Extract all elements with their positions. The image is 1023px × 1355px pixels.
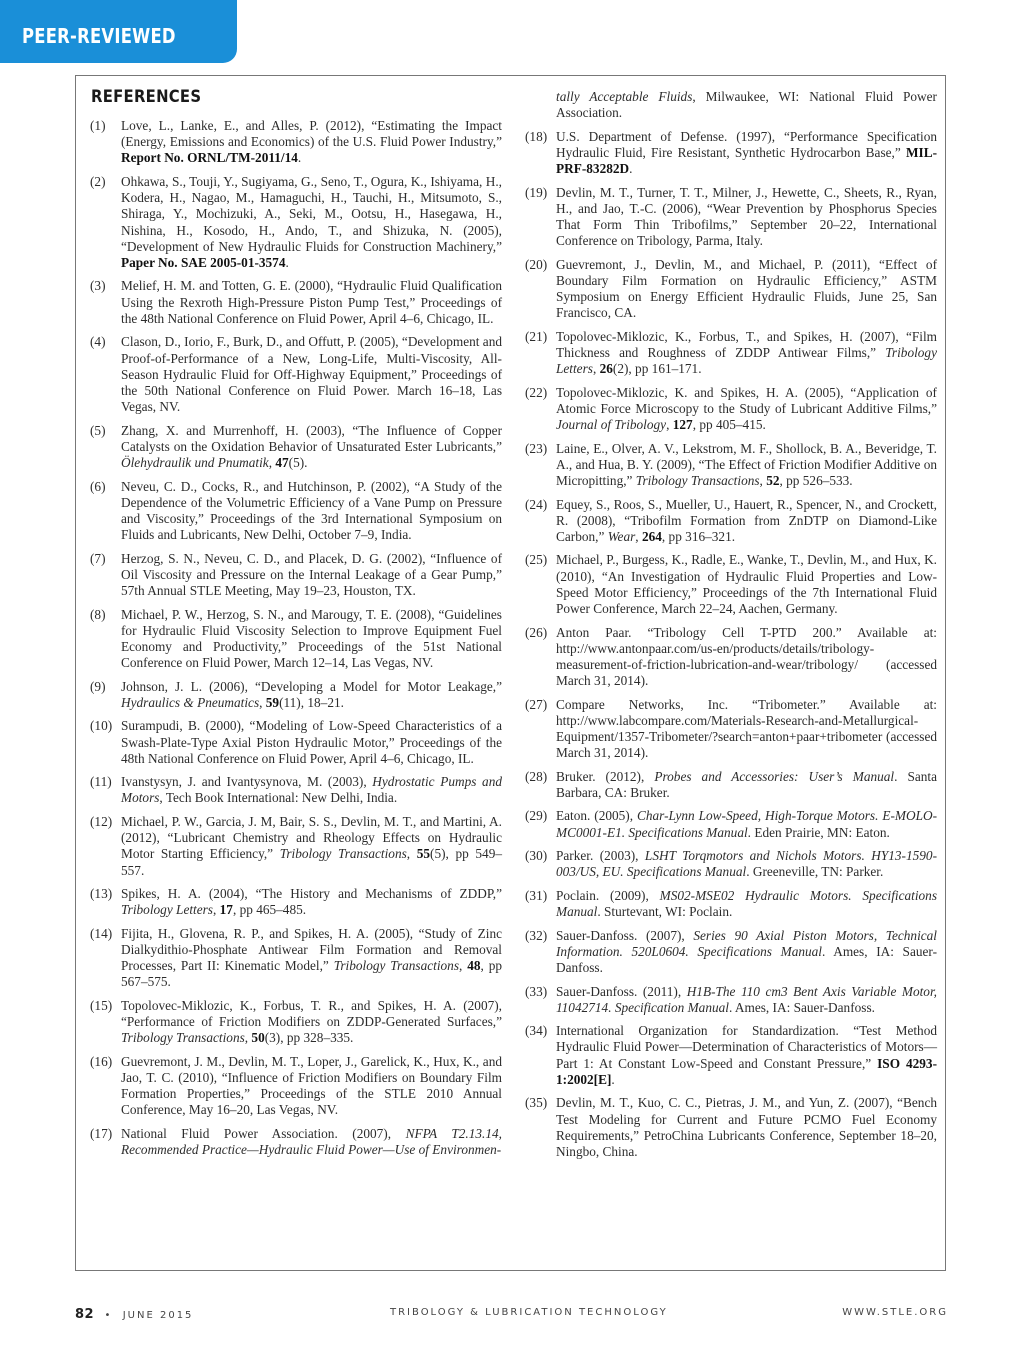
reference-number: (31) [525, 887, 548, 903]
reference-text: Ohkawa, S., Touji, Y., Sugiyama, G., Seno, T., Ogura, K., Ishiyama, H., Kodera, H., Nagao, M., Hamaguchi, H., Tauchi, H., Mitsumoto, S., Shiraga, Y., Mochizuki, A., Seki, M., Ootsu, H., Hasegawa, H., Nishina, H., Kosodo, H., Ando, T., and Shizuka, N. (2005), “Development of New Hydraulic Fluids for Construction Machinery,” Paper No. SAE 2005-01-3574. [121, 173, 502, 270]
reference-continuation: tally Acceptable Fluids, Milwaukee, WI: National Fluid Power Association. [556, 89, 937, 121]
reference-number: (25) [525, 552, 548, 568]
reference-text: Topolovec-Miklozic, K. and Spikes, H. A. (2005), “Application of Atomic Force Microscopy to the Study of Lubricant Additive Films,” Journal of Tribology, 127, pp 405–415. [556, 384, 937, 433]
section-tab-label: PEER-REVIEWED [22, 24, 176, 48]
reference-number: (21) [525, 328, 548, 344]
reference-item [90, 479, 502, 544]
reference-number: (28) [525, 768, 548, 784]
reference-number: (6) [90, 478, 106, 494]
reference-item [90, 423, 502, 472]
reference-item [525, 329, 937, 378]
reference-number: (27) [525, 696, 548, 712]
reference-number: (20) [525, 256, 548, 272]
reference-number: (33) [525, 983, 548, 999]
reference-number: (18) [525, 128, 548, 144]
reference-text: Compare Networks, Inc. “Tribometer.” Available at: http://www.labcompare.com/Materials-Research-and-Metallurgical-Equipment/1357-Tribometer/?search=anton+paar+tribometer (accessed March 31, 2014). [556, 696, 937, 761]
reference-number: (15) [90, 997, 113, 1013]
reference-number: (16) [90, 1053, 113, 1069]
reference-text: Guevremont, J. M., Devlin, M. T., Loper, J., Garelick, K., Hux, K., and Jao, T. C. (2010), “Influence of Friction Modifiers on Boundary Film Formation Properties,” Proceedings of the STLE 2010 Annual Conference, May 16–20, Las Vegas, NV. [121, 1053, 502, 1118]
reference-item [90, 174, 502, 271]
reference-text: Herzog, S. N., Neveu, C. D., and Placek, D. G. (2002), “Influence of Oil Viscosity and Pressure on the Internal Leakage of a Gear Pump,” 57th Annual STLE Meeting, May 19–23, Houston, TX. [121, 550, 502, 599]
references-column-left [90, 118, 502, 1166]
publication-title: TRIBOLOGY & LUBRICATION TECHNOLOGY [390, 1307, 668, 1318]
reference-item [525, 1023, 937, 1088]
reference-number: (3) [90, 278, 106, 294]
reference-text: Devlin, M. T., Turner, T. T., Milner, J., Hewette, C., Sheets, R., Ryan, H., and Jao, T.-C. (2006), “Wear Prevention by Phosphorus Species That Form Thin Tribofilms,” September 20–22, International Conference on Tribology, Parma, Italy. [556, 184, 937, 249]
reference-number: (9) [90, 678, 106, 694]
reference-text: Surampudi, B. (2000), “Modeling of Low-Speed Characteristics of a Swash-Plate-Type Axial Piston Hydraulic Motor,” Proceedings of the 48th National Conference on Fluid Power, April 4–6, Chicago, IL. [121, 718, 502, 766]
reference-number: (4) [90, 334, 106, 350]
reference-text: Love, L., Lanke, E., and Alles, P. (2012), “Estimating the Impact (Energy, Emissions and Economics) of the U.S. Fluid Power Industry,” Report No. ORNL/TM-2011/14. [121, 118, 502, 166]
reference-item [525, 808, 937, 840]
issue-date: JUNE 2015 [122, 1310, 194, 1321]
reference-number: (23) [525, 440, 548, 456]
reference-text: Fijita, H., Glovena, R. P., and Spikes, H. A. (2005), “Study of Zinc Dialkydithio-Phosphate Antiwear Film Formation and Removal Processes, Part II: Kinematic Model,” Tribology Transactions, 48, pp 567–575. [121, 925, 502, 990]
reference-text: Clason, D., Iorio, F., Burk, D., and Offutt, P. (2005), “Development and Proof-of-Performance of a New, Long-Life, Multi-Viscosity, All-Season Hydraulic Fluid for Off-Highway Equipment,” Proceedings of the 50th National Conference on Fluid Power. March 16–18, Las Vegas, NV. [121, 334, 502, 415]
reference-text: Ivanstysyn, J. and Ivantysynova, M. (2003), Hydrostatic Pumps and Motors, Tech Book International: New Delhi, India. [121, 774, 502, 806]
reference-number: (12) [90, 813, 113, 829]
reference-text: Johnson, J. L. (2006), “Developing a Model for Motor Leakage,” Hydraulics & Pneumatics, 59(11), 18–21. [121, 678, 502, 710]
references-column-right [525, 74, 937, 1167]
reference-text: Zhang, X. and Murrenhoff, H. (2003), “The Influence of Copper Catalysts on the Oxidation Behavior of Unsaturated Ester Lubricants,” Ölehydraulik und Pnumatik, 47(5). [121, 422, 502, 471]
reference-text: Eaton. (2005), Char-Lynn Low-Speed, High-Torque Motors. E-MOLO-MC0001-E1. Specifications Manual. Eden Prairie, MN: Eaton. [556, 808, 937, 840]
footer-left [75, 1307, 193, 1322]
reference-number: (34) [525, 1023, 548, 1039]
reference-text: Spikes, H. A. (2004), “The History and Mechanisms of ZDDP,” Tribology Letters, 17, pp 465–485. [121, 886, 502, 918]
reference-number: (5) [90, 422, 106, 438]
reference-item [90, 1126, 502, 1158]
reference-item [90, 1054, 502, 1119]
reference-text: National Fluid Power Association. (2007), NFPA T2.13.14, Recommended Practice—Hydraulic Fluid Power—Use of Environmen- [121, 1125, 502, 1158]
reference-item [525, 697, 937, 762]
reference-text: Anton Paar. “Tribology Cell T-PTD 200.” Available at: http://www.antonpaar.com/us-en/products/details/tribology-measurement-of-friction-lubrication-and-wear/tribology/ (accessed March 31, 2014). [556, 624, 937, 689]
reference-item [525, 888, 937, 920]
reference-number: (32) [525, 927, 548, 943]
website-url: WWW.STLE.ORG [842, 1307, 948, 1318]
reference-item [90, 118, 502, 167]
reference-item [90, 814, 502, 879]
reference-item [525, 441, 937, 490]
reference-item [525, 769, 937, 801]
reference-number: (35) [525, 1095, 548, 1111]
reference-item [90, 774, 502, 806]
reference-text: Melief, H. M. and Totten, G. E. (2000), “Hydraulic Fluid Qualification Using the Rexroth High-Pressure Piston Pump Test,” Proceedings of the 48th National Conference on Fluid Power, April 4–6, Chicago, IL. [121, 278, 502, 326]
reference-item [90, 679, 502, 711]
references-heading: REFERENCES [91, 87, 202, 106]
reference-item [525, 129, 937, 178]
reference-item [90, 926, 502, 991]
reference-item [525, 257, 937, 322]
reference-item [525, 497, 937, 546]
reference-item [525, 552, 937, 617]
reference-number: (24) [525, 496, 548, 512]
reference-number: (17) [90, 1125, 113, 1141]
reference-item [90, 551, 502, 600]
reference-item [90, 334, 502, 415]
reference-text: Sauer-Danfoss. (2011), H1B-The 110 cm3 Bent Axis Variable Motor, 11042714. Specification Manual. Ames, IA: Sauer-Danfoss. [556, 983, 937, 1015]
footer-separator: • [104, 1310, 113, 1321]
reference-text: Michael, P. W., Garcia, J. M, Bair, S. S., Devlin, M. T., and Martini, A. (2012), “Lubricant Chemistry and Rheology Effects on Hydraulic Motor Starting Efficiency,” Tribology Transactions, 55(5), pp 549–557. [121, 813, 502, 878]
reference-item [90, 278, 502, 327]
reference-number: (1) [90, 118, 106, 133]
reference-text: Parker. (2003), LSHT Torqmotors and Nichols Motors. HY13-1590-003/US, EU. Specifications Manual. Greeneville, TN: Parker. [556, 848, 937, 880]
reference-text: Michael, P., Burgess, K., Radle, E., Wanke, T., Devlin, M., and Hux, K. (2010), “An Investigation of Hydraulic Fluid Properties and Low-Speed Motor Efficiency,” Proceedings of the 7th International Fluid Power Conference, March 22–24, Aachen, Germany. [556, 552, 937, 617]
reference-item [525, 185, 937, 250]
reference-item [90, 886, 502, 918]
reference-number: (19) [525, 184, 548, 200]
reference-number: (8) [90, 606, 106, 622]
reference-number: (29) [525, 808, 548, 824]
reference-item [90, 998, 502, 1047]
reference-text: Sauer-Danfoss. (2007), Series 90 Axial Piston Motors, Technical Information. 520L0604. Specifications Manual. Ames, IA: Sauer-Danfoss. [556, 927, 938, 975]
reference-item [525, 928, 937, 977]
reference-text: Equey, S., Roos, S., Mueller, U., Hauert, R., Spencer, N., and Crockett, R. (2008), “Tribofilm Formation from ZnDTP on Diamond-Like Carbon,” Wear, 264, pp 316–321. [556, 496, 937, 544]
reference-text: Topolovec-Miklozic, K., Forbus, T. R., and Spikes, H. A. (2007), “Performance of Friction Modifiers on ZDDP-Generated Surfaces,” Tribology Transactions, 50(3), pp 328–335. [121, 997, 502, 1046]
reference-number: (11) [90, 774, 112, 790]
reference-number: (22) [525, 384, 548, 400]
reference-item [525, 848, 937, 880]
reference-item [525, 625, 937, 690]
page-number: 82 [75, 1307, 95, 1322]
reference-item [90, 607, 502, 672]
reference-item [90, 718, 502, 767]
reference-text: Neveu, C. D., Cocks, R., and Hutchinson, P. (2002), “A Study of the Dependence of the Volumetric Efficiency of a Vane Pump on Pressure and Viscosity,” Proceedings of the 3rd International Symposium on Fluids and Lubricants, New Delhi, October 7–9, India. [121, 478, 502, 543]
reference-text: Devlin, M. T., Kuo, C. C., Pietras, J. M., and Yun, Z. (2007), “Bench Test Modeling for Current and Future PCMO Fuel Economy Requirements,” PetroChina Lubricants Conference, September 18–20, Ningbo, China. [556, 1095, 937, 1159]
reference-text: Topolovec-Miklozic, K., Forbus, T., and Spikes, H. (2007), “Film Thickness and Roughness of ZDDP Antiwear Films,” Tribology Letters, 26(2), pp 161–171. [556, 328, 937, 377]
section-tab [0, 0, 237, 63]
reference-number: (13) [90, 886, 113, 902]
reference-item [525, 385, 937, 434]
reference-text: Laine, E., Olver, A. V., Lekstrom, M. F., Shollock, B. A., Beveridge, T. A., and Hua, B. Y. (2009), “The Effect of Friction Modifier Additive on Micropitting,” Tribology Transactions, 52, pp 526–533. [556, 440, 937, 489]
reference-text: Bruker. (2012), Probes and Accessories: User’s Manual. Santa Barbara, CA: Bruker. [556, 768, 937, 800]
reference-text: International Organization for Standardization. “Test Method Hydraulic Fluid Power—Determination of Characteristics of Motors—Part 1: At Constant Low-Speed and Constant Pressure,” ISO 4293-1:2002[E]. [556, 1023, 937, 1087]
reference-number: (7) [90, 550, 106, 566]
reference-item [525, 1095, 937, 1160]
reference-number: (2) [90, 173, 106, 189]
reference-text: Michael, P. W., Herzog, S. N., and Marougy, T. E. (2008), “Guidelines for Hydraulic Fluid Viscosity Selection to Improve Equipment Fuel Economy and Productivity,” Proceedings of the 51st National Conference on Fluid Power, March 12–14, Las Vegas, NV. [121, 606, 502, 671]
reference-number: (30) [525, 848, 548, 864]
reference-item [525, 984, 937, 1016]
reference-text: U.S. Department of Defense. (1997), “Performance Specification Hydraulic Fluid, Fire Resistant, Synthetic Hydrocarbon Base,” MIL-PRF-83282D. [556, 128, 937, 177]
reference-number: (14) [90, 925, 113, 941]
reference-text: Guevremont, J., Devlin, M., and Michael, P. (2011), “Effect of Boundary Film Formation on Hydraulic Efficiency,” ASTM Symposium on Energy Efficient Hydraulic Fluids, June 25, San Francisco, CA. [556, 256, 937, 321]
reference-text: Poclain. (2009), MS02-MSE02 Hydraulic Motors. Specifications Manual. Sturtevant, WI: Poclain. [556, 887, 937, 920]
reference-number: (26) [525, 624, 548, 640]
reference-number: (10) [90, 718, 113, 734]
